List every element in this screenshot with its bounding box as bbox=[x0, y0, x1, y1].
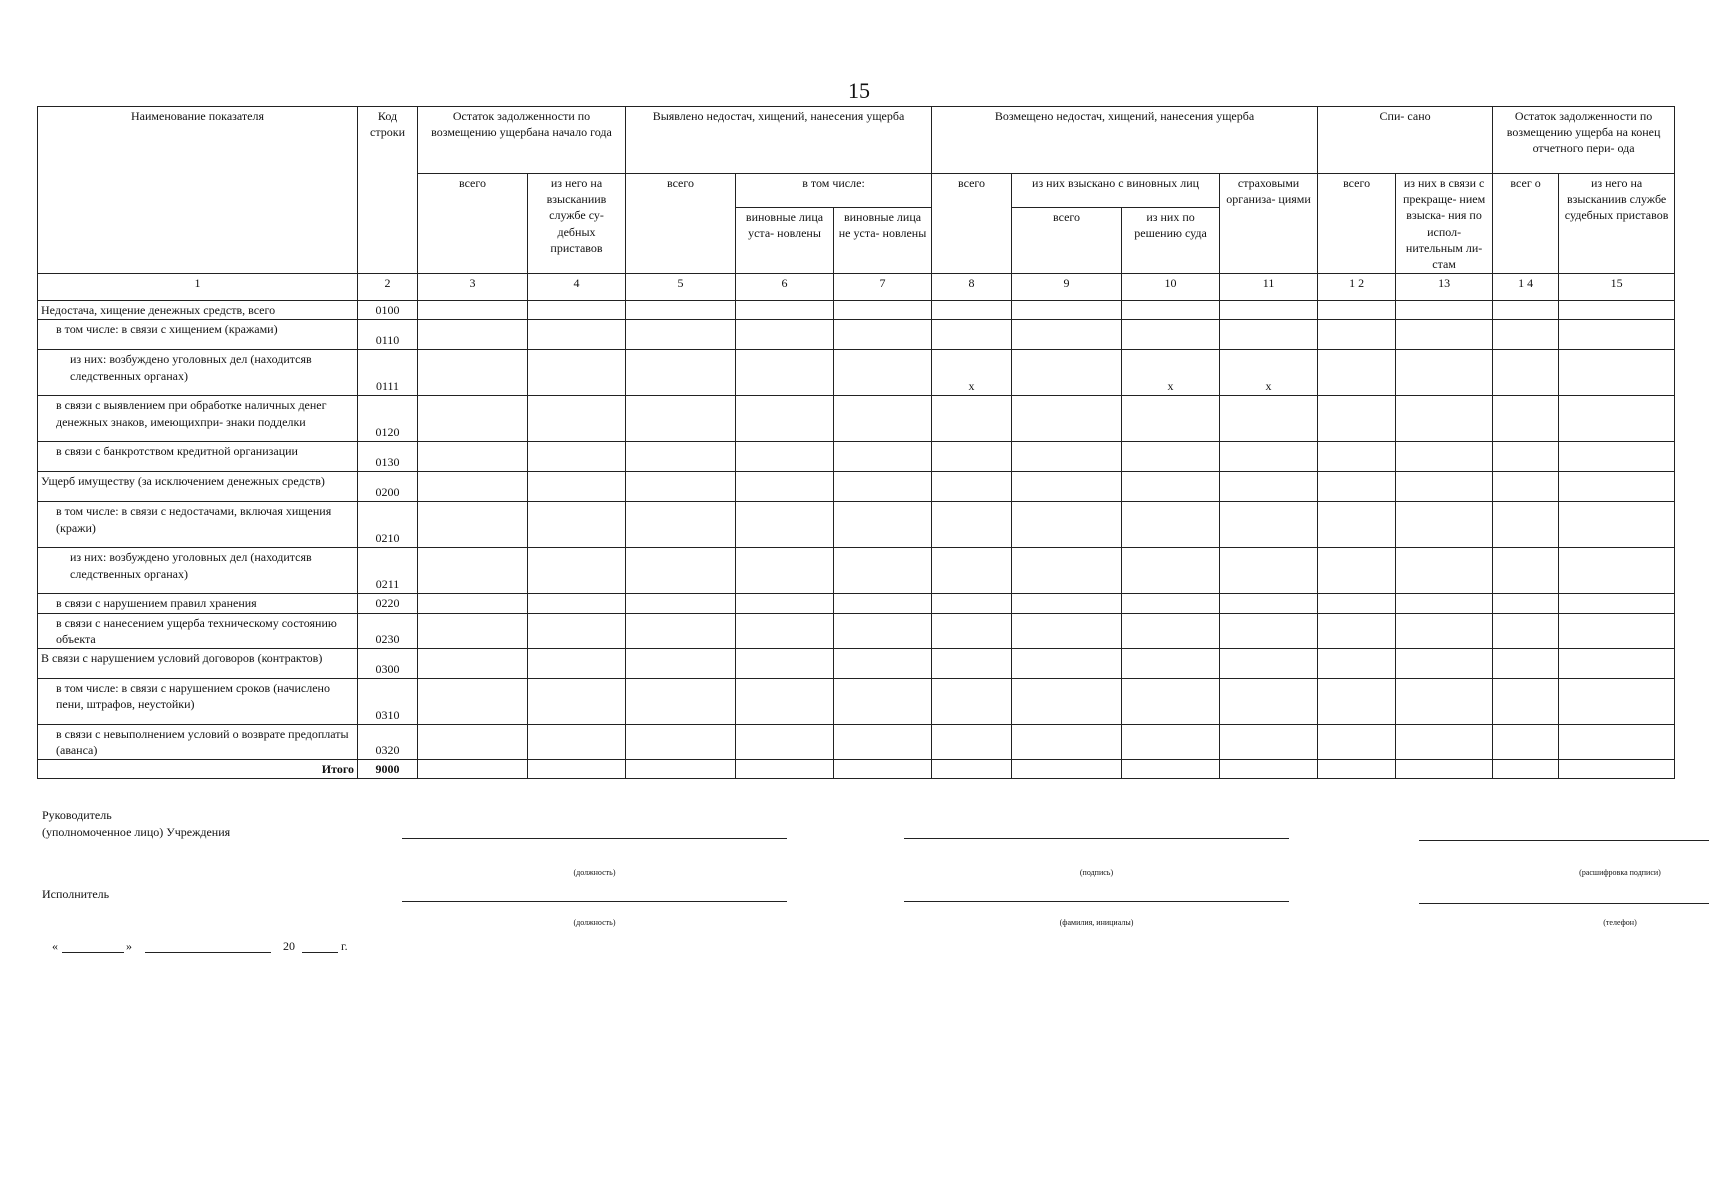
value-cell[interactable] bbox=[1396, 594, 1493, 613]
value-cell[interactable] bbox=[626, 648, 736, 678]
value-cell[interactable] bbox=[1396, 548, 1493, 594]
value-cell[interactable] bbox=[1493, 472, 1559, 502]
value-cell[interactable] bbox=[528, 613, 626, 648]
value-cell[interactable] bbox=[1396, 301, 1493, 320]
value-cell[interactable] bbox=[932, 648, 1012, 678]
total-row bbox=[38, 760, 1675, 779]
value-cell[interactable] bbox=[1012, 594, 1122, 613]
header-total-5: всего bbox=[626, 174, 736, 274]
row-name: в связи с невыполнением условий о возврате предоплаты (аванса) bbox=[38, 724, 358, 759]
value-cell[interactable] bbox=[1318, 396, 1396, 442]
column-number: 1 bbox=[38, 274, 358, 301]
caption-position: (должность) bbox=[573, 868, 616, 877]
value-cell[interactable] bbox=[528, 724, 626, 759]
value-cell[interactable] bbox=[1493, 594, 1559, 613]
head-label: Руководитель bbox=[42, 808, 112, 822]
value-cell[interactable] bbox=[1493, 442, 1559, 472]
value-cell[interactable] bbox=[1122, 442, 1220, 472]
value-cell[interactable] bbox=[1396, 442, 1493, 472]
table-row bbox=[38, 320, 1675, 350]
total-label: Итого bbox=[38, 760, 358, 779]
date-close-quote: » bbox=[126, 939, 132, 953]
value-cell[interactable] bbox=[736, 594, 834, 613]
date-year-prefix: 20 bbox=[283, 939, 295, 953]
value-cell[interactable] bbox=[1396, 613, 1493, 648]
value-cell[interactable] bbox=[736, 350, 834, 396]
value-cell[interactable] bbox=[834, 442, 932, 472]
value-cell[interactable] bbox=[528, 350, 626, 396]
value-cell[interactable] bbox=[1220, 548, 1318, 594]
header-by-court: из них по решению суда bbox=[1122, 207, 1220, 273]
value-cell[interactable] bbox=[1318, 320, 1396, 350]
value-cell[interactable] bbox=[1122, 594, 1220, 613]
table-row bbox=[38, 396, 1675, 442]
value-cell[interactable] bbox=[736, 502, 834, 548]
date-year-suffix: г. bbox=[341, 939, 348, 953]
row-name: из них: возбуждено уголовных дел (находитсяв следственных органах) bbox=[38, 548, 358, 594]
value-cell[interactable] bbox=[418, 396, 528, 442]
value-cell[interactable] bbox=[1012, 320, 1122, 350]
column-number: 13 bbox=[1396, 274, 1493, 301]
value-cell[interactable] bbox=[1559, 301, 1675, 320]
value-cell: x bbox=[932, 350, 1012, 396]
value-cell: x bbox=[1220, 350, 1318, 396]
header-total-3: всего bbox=[418, 174, 528, 274]
row-code: 0130 bbox=[358, 442, 418, 472]
row-code: 0110 bbox=[358, 320, 418, 350]
value-cell[interactable] bbox=[626, 760, 736, 779]
value-cell[interactable] bbox=[1122, 648, 1220, 678]
executor-position-line[interactable] bbox=[402, 901, 787, 902]
value-cell[interactable] bbox=[1559, 613, 1675, 648]
value-cell[interactable] bbox=[1396, 648, 1493, 678]
value-cell[interactable] bbox=[1012, 301, 1122, 320]
header-balance-end: Остаток задолженности по возмещению ущерба на конец отчетного пери- ода bbox=[1493, 107, 1675, 174]
header-culprits-not-found: виновные лица не уста- новлены bbox=[834, 207, 932, 273]
value-cell[interactable] bbox=[1318, 648, 1396, 678]
value-cell[interactable] bbox=[626, 613, 736, 648]
value-cell[interactable] bbox=[528, 301, 626, 320]
value-cell[interactable] bbox=[1559, 760, 1675, 779]
row-name: в связи с банкротством кредитной организации bbox=[38, 442, 358, 472]
head-decoding-line[interactable] bbox=[1419, 840, 1709, 841]
value-cell[interactable] bbox=[1318, 594, 1396, 613]
value-cell[interactable] bbox=[1559, 548, 1675, 594]
value-cell[interactable] bbox=[418, 502, 528, 548]
value-cell[interactable] bbox=[418, 724, 528, 759]
value-cell[interactable] bbox=[1012, 548, 1122, 594]
value-cell[interactable] bbox=[932, 594, 1012, 613]
value-cell: x bbox=[1122, 350, 1220, 396]
row-name: в связи с выявлением при обработке наличных денег денежных знаков, имеющихпри- знаки подделки bbox=[38, 396, 358, 442]
value-cell[interactable] bbox=[1493, 724, 1559, 759]
value-cell[interactable] bbox=[1396, 502, 1493, 548]
value-cell[interactable] bbox=[736, 548, 834, 594]
value-cell[interactable] bbox=[1493, 648, 1559, 678]
value-cell[interactable] bbox=[1318, 301, 1396, 320]
value-cell[interactable] bbox=[418, 320, 528, 350]
value-cell[interactable] bbox=[626, 320, 736, 350]
value-cell[interactable] bbox=[834, 724, 932, 759]
header-bailiffs-end: из него на взысканиив службе судебных приставов bbox=[1559, 174, 1675, 274]
row-code: 0211 bbox=[358, 548, 418, 594]
value-cell[interactable] bbox=[736, 648, 834, 678]
row-name: Ущерб имуществу (за исключением денежных средств) bbox=[38, 472, 358, 502]
value-cell[interactable] bbox=[626, 442, 736, 472]
header-total-9: всего bbox=[1012, 207, 1122, 273]
header-culprits-found: виновные лица уста- новлены bbox=[736, 207, 834, 273]
value-cell[interactable] bbox=[626, 724, 736, 759]
column-number: 1 4 bbox=[1493, 274, 1559, 301]
value-cell[interactable] bbox=[932, 760, 1012, 779]
value-cell[interactable] bbox=[736, 613, 834, 648]
value-cell[interactable] bbox=[1559, 442, 1675, 472]
caption-name: (фамилия, инициалы) bbox=[1059, 918, 1134, 927]
value-cell[interactable] bbox=[418, 442, 528, 472]
value-cell[interactable] bbox=[528, 760, 626, 779]
row-code: 0200 bbox=[358, 472, 418, 502]
value-cell[interactable] bbox=[1559, 678, 1675, 724]
value-cell[interactable] bbox=[1220, 648, 1318, 678]
value-cell[interactable] bbox=[1122, 502, 1220, 548]
value-cell[interactable] bbox=[1559, 648, 1675, 678]
value-cell[interactable] bbox=[1559, 594, 1675, 613]
value-cell[interactable] bbox=[418, 548, 528, 594]
value-cell[interactable] bbox=[418, 678, 528, 724]
value-cell[interactable] bbox=[528, 320, 626, 350]
header-including: в том числе: bbox=[736, 174, 932, 208]
value-cell[interactable] bbox=[1396, 320, 1493, 350]
column-number: 1 2 bbox=[1318, 274, 1396, 301]
value-cell[interactable] bbox=[1559, 320, 1675, 350]
column-number: 2 bbox=[358, 274, 418, 301]
page-number: 15 bbox=[848, 78, 870, 103]
executor-phone-line[interactable] bbox=[1419, 903, 1709, 904]
value-cell[interactable] bbox=[834, 648, 932, 678]
value-cell[interactable] bbox=[1318, 613, 1396, 648]
value-cell[interactable] bbox=[1012, 502, 1122, 548]
value-cell[interactable] bbox=[1122, 396, 1220, 442]
value-cell[interactable] bbox=[1318, 760, 1396, 779]
value-cell[interactable] bbox=[1220, 594, 1318, 613]
value-cell[interactable] bbox=[932, 396, 1012, 442]
value-cell[interactable] bbox=[834, 613, 932, 648]
value-cell[interactable] bbox=[1493, 613, 1559, 648]
value-cell[interactable] bbox=[418, 613, 528, 648]
value-cell[interactable] bbox=[1559, 396, 1675, 442]
value-cell[interactable] bbox=[1559, 350, 1675, 396]
value-cell[interactable] bbox=[1220, 396, 1318, 442]
value-cell[interactable] bbox=[1122, 548, 1220, 594]
row-code: 0120 bbox=[358, 396, 418, 442]
row-name: в том числе: в связи с нарушением сроков (начислено пени, штрафов, неустойки) bbox=[38, 678, 358, 724]
table-row bbox=[38, 548, 1675, 594]
value-cell[interactable] bbox=[736, 472, 834, 502]
value-cell[interactable] bbox=[528, 678, 626, 724]
row-name: в связи с нанесением ущерба техническому состоянию объекта bbox=[38, 613, 358, 648]
value-cell[interactable] bbox=[834, 502, 932, 548]
column-number: 9 bbox=[1012, 274, 1122, 301]
row-code: 0320 bbox=[358, 724, 418, 759]
column-number: 8 bbox=[932, 274, 1012, 301]
value-cell[interactable] bbox=[736, 760, 834, 779]
head-position-line[interactable] bbox=[402, 838, 787, 839]
value-cell[interactable] bbox=[626, 678, 736, 724]
caption-phone: (телефон) bbox=[1603, 918, 1637, 927]
table-row bbox=[38, 472, 1675, 502]
value-cell[interactable] bbox=[1559, 472, 1675, 502]
value-cell[interactable] bbox=[626, 350, 736, 396]
value-cell[interactable] bbox=[1493, 760, 1559, 779]
column-number: 11 bbox=[1220, 274, 1318, 301]
column-number: 3 bbox=[418, 274, 528, 301]
value-cell[interactable] bbox=[626, 548, 736, 594]
row-code: 0310 bbox=[358, 678, 418, 724]
value-cell[interactable] bbox=[932, 548, 1012, 594]
value-cell[interactable] bbox=[834, 760, 932, 779]
value-cell[interactable] bbox=[1122, 301, 1220, 320]
value-cell[interactable] bbox=[1396, 724, 1493, 759]
table-row bbox=[38, 502, 1675, 548]
value-cell[interactable] bbox=[1122, 724, 1220, 759]
column-numbers-row bbox=[38, 274, 1675, 301]
value-cell[interactable] bbox=[834, 472, 932, 502]
value-cell[interactable] bbox=[418, 760, 528, 779]
value-cell[interactable] bbox=[1493, 320, 1559, 350]
value-cell[interactable] bbox=[1122, 613, 1220, 648]
column-number: 15 bbox=[1559, 274, 1675, 301]
table-row bbox=[38, 301, 1675, 320]
value-cell[interactable] bbox=[1122, 320, 1220, 350]
value-cell[interactable] bbox=[736, 396, 834, 442]
row-name: В связи с нарушением условий договоров (контрактов) bbox=[38, 648, 358, 678]
table-row bbox=[38, 442, 1675, 472]
header-bailiffs-start: из него на взысканиив службе су- дебных приставов bbox=[528, 174, 626, 274]
value-cell[interactable] bbox=[932, 472, 1012, 502]
header-balance-start: Остаток задолженности по возмещению ущербана начало года bbox=[418, 107, 626, 174]
column-number: 4 bbox=[528, 274, 626, 301]
value-cell[interactable] bbox=[834, 548, 932, 594]
date-open-quote: « bbox=[52, 939, 58, 953]
value-cell[interactable] bbox=[834, 350, 932, 396]
value-cell[interactable] bbox=[626, 301, 736, 320]
value-cell[interactable] bbox=[1318, 502, 1396, 548]
value-cell[interactable] bbox=[528, 442, 626, 472]
value-cell[interactable] bbox=[626, 502, 736, 548]
table-row bbox=[38, 678, 1675, 724]
header-from-culprits: из них взыскано с виновных лиц bbox=[1012, 174, 1220, 208]
column-number: 10 bbox=[1122, 274, 1220, 301]
value-cell[interactable] bbox=[1396, 472, 1493, 502]
value-cell[interactable] bbox=[1220, 301, 1318, 320]
value-cell[interactable] bbox=[1012, 724, 1122, 759]
value-cell[interactable] bbox=[1493, 548, 1559, 594]
head-signature-line[interactable] bbox=[904, 838, 1289, 839]
value-cell[interactable] bbox=[1220, 678, 1318, 724]
value-cell[interactable] bbox=[1220, 320, 1318, 350]
value-cell[interactable] bbox=[1396, 350, 1493, 396]
row-code: 0220 bbox=[358, 594, 418, 613]
value-cell[interactable] bbox=[1220, 760, 1318, 779]
header-total-14: всег о bbox=[1493, 174, 1559, 274]
total-code: 9000 bbox=[358, 760, 418, 779]
table-row bbox=[38, 724, 1675, 759]
value-cell[interactable] bbox=[418, 648, 528, 678]
value-cell[interactable] bbox=[1396, 396, 1493, 442]
value-cell[interactable] bbox=[418, 472, 528, 502]
header-compensated: Возмещено недостач, хищений, нанесения ущерба bbox=[932, 107, 1318, 174]
value-cell[interactable] bbox=[1493, 678, 1559, 724]
row-code: 0300 bbox=[358, 648, 418, 678]
caption-decoding: (расшифровка подписи) bbox=[1579, 868, 1661, 877]
header-insurers: страховыми организа- циями bbox=[1220, 174, 1318, 274]
value-cell[interactable] bbox=[1318, 472, 1396, 502]
value-cell[interactable] bbox=[932, 678, 1012, 724]
table-row bbox=[38, 613, 1675, 648]
row-name: в том числе: в связи с недостачами, включая хищения (кражи) bbox=[38, 502, 358, 548]
value-cell[interactable] bbox=[736, 678, 834, 724]
header-revealed: Выявлено недостач, хищений, нанесения ущерба bbox=[626, 107, 932, 174]
header-total-12: всего bbox=[1318, 174, 1396, 274]
header-name: Наименование показателя bbox=[38, 107, 358, 274]
value-cell[interactable] bbox=[1318, 678, 1396, 724]
value-cell[interactable] bbox=[932, 320, 1012, 350]
value-cell[interactable] bbox=[1318, 724, 1396, 759]
value-cell[interactable] bbox=[528, 472, 626, 502]
value-cell[interactable] bbox=[418, 301, 528, 320]
value-cell[interactable] bbox=[1493, 396, 1559, 442]
value-cell[interactable] bbox=[1012, 396, 1122, 442]
header-due-to-termination: из них в связи с прекраще- нием взыска- ния по испол- нительным ли- стам bbox=[1396, 174, 1493, 274]
value-cell[interactable] bbox=[418, 350, 528, 396]
value-cell[interactable] bbox=[1220, 724, 1318, 759]
value-cell[interactable] bbox=[932, 502, 1012, 548]
row-code: 0210 bbox=[358, 502, 418, 548]
header-code: Код строки bbox=[358, 107, 418, 274]
value-cell[interactable] bbox=[1493, 301, 1559, 320]
value-cell[interactable] bbox=[834, 320, 932, 350]
table-row bbox=[38, 350, 1675, 396]
value-cell[interactable] bbox=[1318, 350, 1396, 396]
column-number: 5 bbox=[626, 274, 736, 301]
value-cell[interactable] bbox=[834, 678, 932, 724]
value-cell[interactable] bbox=[626, 472, 736, 502]
value-cell[interactable] bbox=[1396, 760, 1493, 779]
value-cell[interactable] bbox=[528, 548, 626, 594]
value-cell[interactable] bbox=[1493, 502, 1559, 548]
value-cell[interactable] bbox=[626, 396, 736, 442]
column-number: 6 bbox=[736, 274, 834, 301]
value-cell[interactable] bbox=[1122, 678, 1220, 724]
value-cell[interactable] bbox=[1220, 502, 1318, 548]
value-cell[interactable] bbox=[1396, 678, 1493, 724]
caption-position-2: (должность) bbox=[573, 918, 616, 927]
value-cell[interactable] bbox=[1318, 548, 1396, 594]
column-number: 7 bbox=[834, 274, 932, 301]
value-cell[interactable] bbox=[1559, 724, 1675, 759]
value-cell[interactable] bbox=[1220, 613, 1318, 648]
row-name: в том числе: в связи с хищением (кражами) bbox=[38, 320, 358, 350]
value-cell[interactable] bbox=[1318, 442, 1396, 472]
value-cell[interactable] bbox=[736, 724, 834, 759]
value-cell[interactable] bbox=[1012, 760, 1122, 779]
value-cell[interactable] bbox=[528, 594, 626, 613]
value-cell[interactable] bbox=[1012, 613, 1122, 648]
report-table bbox=[37, 106, 1675, 779]
date-year-line[interactable] bbox=[302, 952, 338, 953]
value-cell[interactable] bbox=[1559, 502, 1675, 548]
value-cell[interactable] bbox=[1012, 350, 1122, 396]
value-cell[interactable] bbox=[1012, 472, 1122, 502]
header-total-8: всего bbox=[932, 174, 1012, 274]
value-cell[interactable] bbox=[932, 724, 1012, 759]
row-name: из них: возбуждено уголовных дел (находитсяв следственных органах) bbox=[38, 350, 358, 396]
value-cell[interactable] bbox=[1493, 350, 1559, 396]
row-code: 0111 bbox=[358, 350, 418, 396]
value-cell[interactable] bbox=[736, 301, 834, 320]
value-cell[interactable] bbox=[1012, 678, 1122, 724]
value-cell[interactable] bbox=[528, 396, 626, 442]
value-cell[interactable] bbox=[932, 301, 1012, 320]
value-cell[interactable] bbox=[736, 442, 834, 472]
value-cell[interactable] bbox=[626, 594, 736, 613]
value-cell[interactable] bbox=[528, 648, 626, 678]
row-code: 0100 bbox=[358, 301, 418, 320]
table-row bbox=[38, 648, 1675, 678]
header-written-off: Спи- сано bbox=[1318, 107, 1493, 174]
date-month-line[interactable] bbox=[145, 952, 271, 953]
caption-signature: (подпись) bbox=[1079, 868, 1114, 877]
value-cell[interactable] bbox=[932, 442, 1012, 472]
date-day-line[interactable] bbox=[62, 952, 124, 953]
value-cell[interactable] bbox=[1122, 472, 1220, 502]
value-cell[interactable] bbox=[1012, 648, 1122, 678]
table-row bbox=[38, 594, 1675, 613]
row-name: в связи с нарушением правил хранения bbox=[38, 594, 358, 613]
value-cell[interactable] bbox=[418, 594, 528, 613]
row-code: 0230 bbox=[358, 613, 418, 648]
value-cell[interactable] bbox=[1122, 760, 1220, 779]
value-cell[interactable] bbox=[834, 594, 932, 613]
value-cell[interactable] bbox=[834, 396, 932, 442]
executor-label: Исполнитель bbox=[42, 887, 110, 901]
value-cell[interactable] bbox=[1220, 442, 1318, 472]
row-name: Недостача, хищение денежных средств, всего bbox=[38, 301, 358, 320]
value-cell[interactable] bbox=[528, 502, 626, 548]
value-cell[interactable] bbox=[736, 320, 834, 350]
value-cell[interactable] bbox=[1220, 472, 1318, 502]
head-label-sub: (уполномоченное лицо) Учреждения bbox=[42, 825, 231, 839]
executor-name-line[interactable] bbox=[904, 901, 1289, 902]
value-cell[interactable] bbox=[932, 613, 1012, 648]
value-cell[interactable] bbox=[1012, 442, 1122, 472]
value-cell[interactable] bbox=[834, 301, 932, 320]
